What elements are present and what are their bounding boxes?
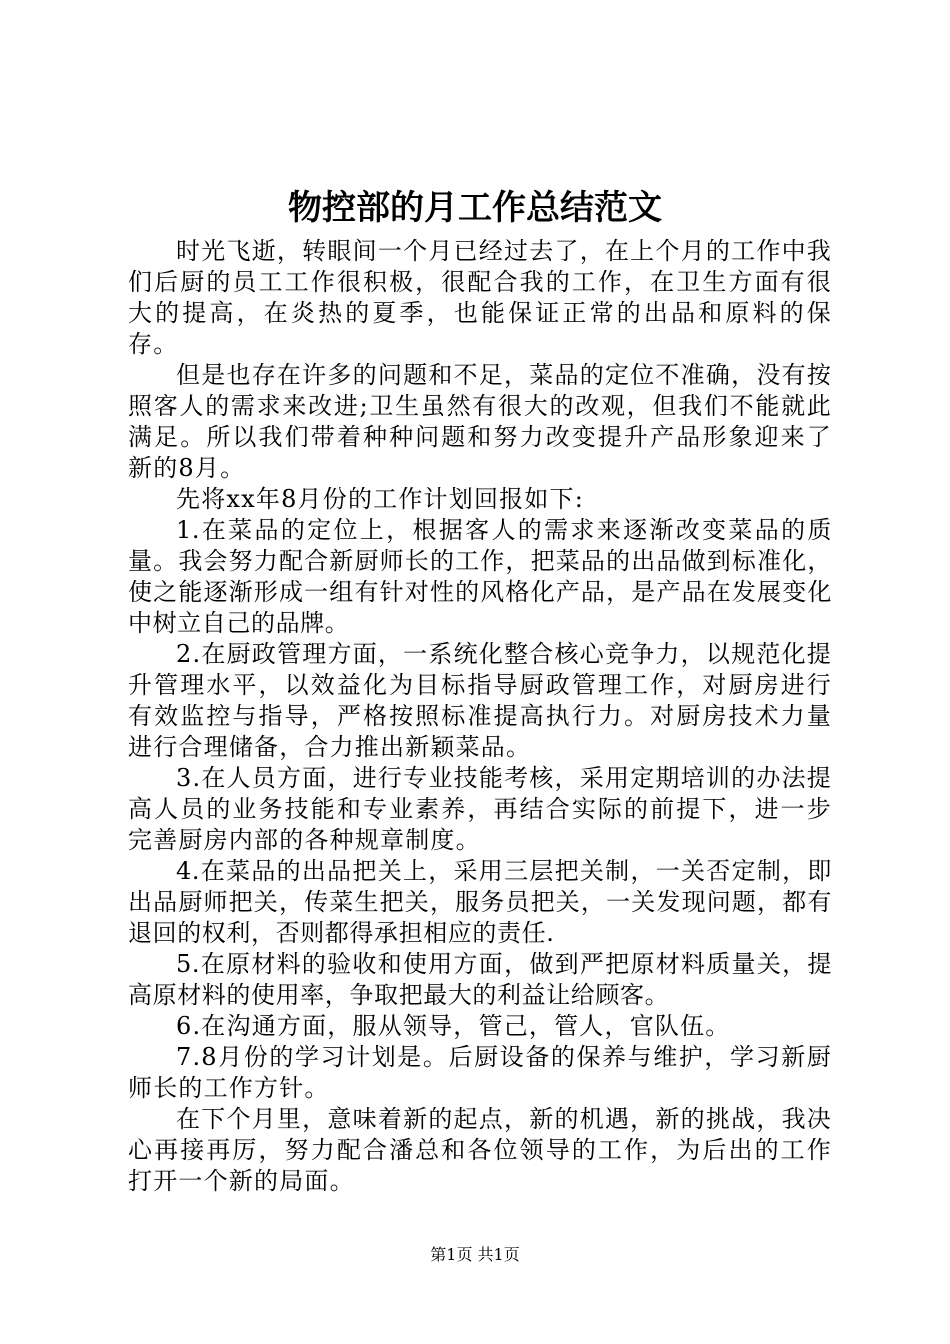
paragraph-item-5: 5.在原材料的验收和使用方面，做到严把原材料质量关，提高原材料的使用率，争取把最大的利益让给顾客。 [128, 950, 832, 1009]
paragraph-item-4: 4.在菜品的出品把关上，采用三层把关制，一关否定制，即出品厨师把关，传菜生把关，服务员把关，一关发现问题，都有退回的权利，否则都得承担相应的责任. [128, 857, 832, 947]
document-title: 物控部的月工作总结范文 [288, 188, 662, 228]
paragraph-item-3: 3.在人员方面，进行专业技能考核，采用定期培训的办法提高人员的业务技能和专业素养，再结合实际的前提下，进一步完善厨房内部的各种规章制度。 [128, 764, 832, 854]
paragraph-item-2: 2.在厨政管理方面，一系统化整合核心竞争力，以规范化提升管理水平，以效益化为目标指导厨政管理工作，对厨房进行有效监控与指导，严格按照标准提高执行力。对厨房技术力量进行合理储备，合力推出新颖菜品。 [128, 640, 832, 761]
page-footer: 第1页 共1页 [430, 1245, 520, 1264]
paragraph-item-1: 1.在菜品的定位上，根据客人的需求来逐渐改变菜品的质量。我会努力配合新厨师长的工作，把菜品的出品做到标准化，使之能逐渐形成一组有针对性的风格化产品，是产品在发展变化中树立自己的品牌。 [128, 516, 832, 637]
paragraph-item-6: 6.在沟通方面，服从领导，管己，管人，官队伍。 [176, 1012, 731, 1040]
document-body [128, 236, 832, 1197]
paragraph-item-7: 7.8月份的学习计划是。后厨设备的保养与维护，学习新厨师长的工作方针。 [128, 1043, 832, 1102]
paragraph-plan-intro: 先将xx年8月份的工作计划回报如下: [176, 485, 585, 513]
paragraph-intro: 时光飞逝，转眼间一个月已经过去了，在上个月的工作中我们后厨的员工工作很积极，很配合我的工作，在卫生方面有很大的提高，在炎热的夏季，也能保证正常的出品和原料的保存。 [128, 237, 832, 358]
paragraph-problems: 但是也存在许多的问题和不足，菜品的定位不准确，没有按照客人的需求来改进;卫生虽然有很大的改观，但我们不能就此满足。所以我们带着种种问题和努力改变提升产品形象迎来了新的8月。 [128, 361, 832, 482]
paragraph-conclusion: 在下个月里，意味着新的起点，新的机遇，新的挑战，我决心再接再厉，努力配合潘总和各位领导的工作，为后出的工作打开一个新的局面。 [128, 1105, 832, 1195]
